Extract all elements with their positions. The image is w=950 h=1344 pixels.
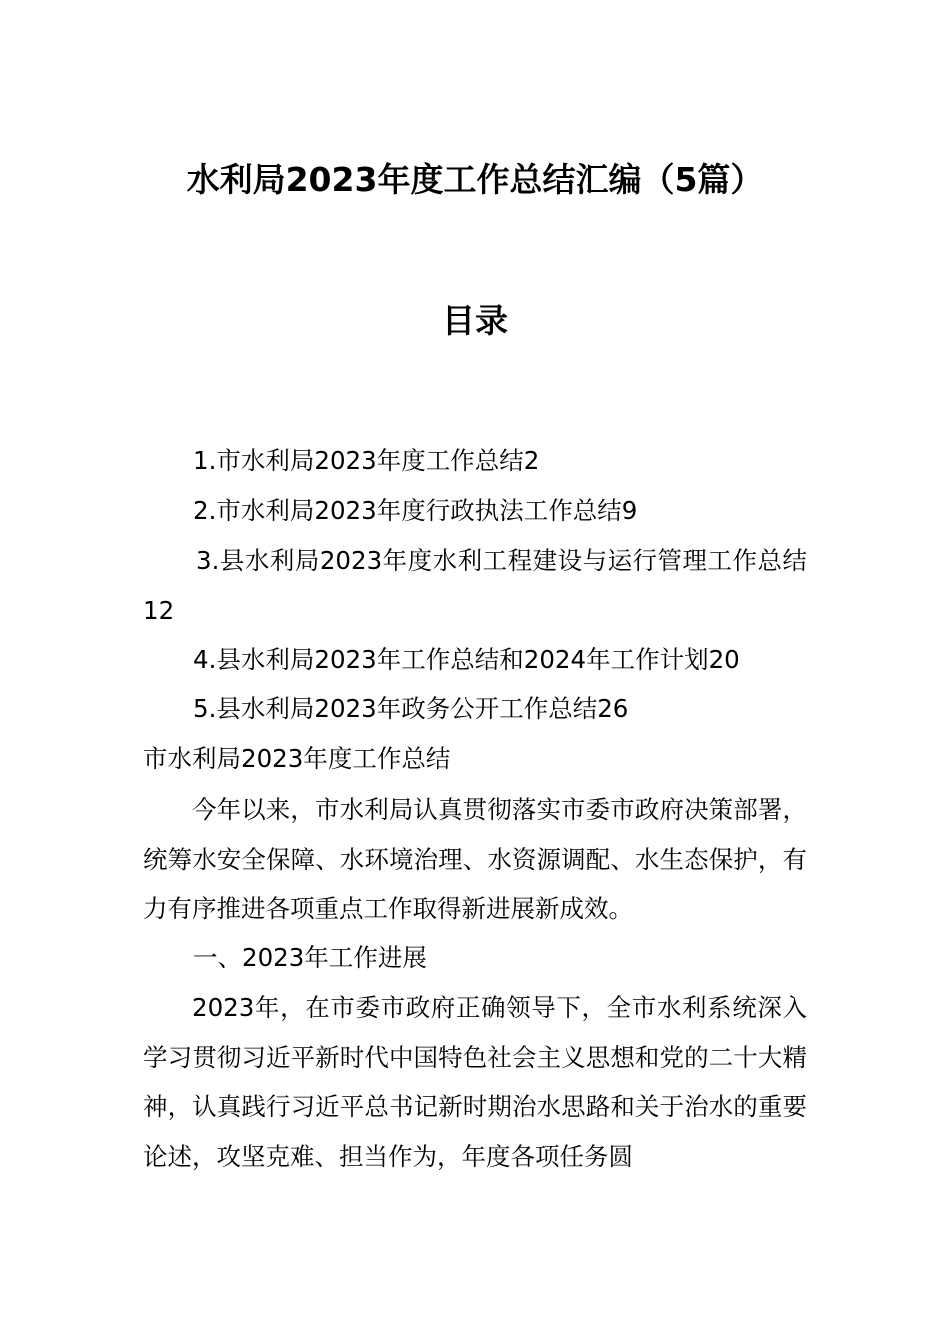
section-title: 市水利局2023年度工作总结 — [143, 744, 451, 773]
toc-item-4: 4.县水利局2023年工作总结和2024年工作计划20 — [193, 645, 740, 674]
toc-item-5: 5.县水利局2023年政务公开工作总结26 — [193, 694, 629, 723]
toc-item-2: 2.市水利局2023年度行政执法工作总结9 — [193, 496, 638, 525]
paragraph-intro: 今年以来，市水利局认真贯彻落实市委市政府决策部署，统筹水安全保障、水环境治理、水资源调配、水生态保护，有力有序推进各项重点工作取得新进展新成效。 — [143, 795, 807, 923]
toc-heading: 目录 — [442, 301, 508, 340]
toc-item-1: 1.市水利局2023年度工作总结2 — [193, 446, 540, 475]
document-title: 水利局2023年度工作总结汇编（5篇） — [186, 160, 764, 199]
paragraph-progress: 2023年，在市委市政府正确领导下，全市水利系统深入学习贯彻习近平新时代中国特色社会主义思想和党的二十大精神，认真践行习近平总书记新时期治水思路和关于治水的重要论述，攻坚克难、担当作为，年度各项任务圆 — [143, 993, 807, 1171]
heading-work-progress: 一、2023年工作进展 — [193, 943, 427, 972]
toc-item-3: 3.县水利局2023年度水利工程建设与运行管理工作总结12 — [143, 546, 807, 625]
